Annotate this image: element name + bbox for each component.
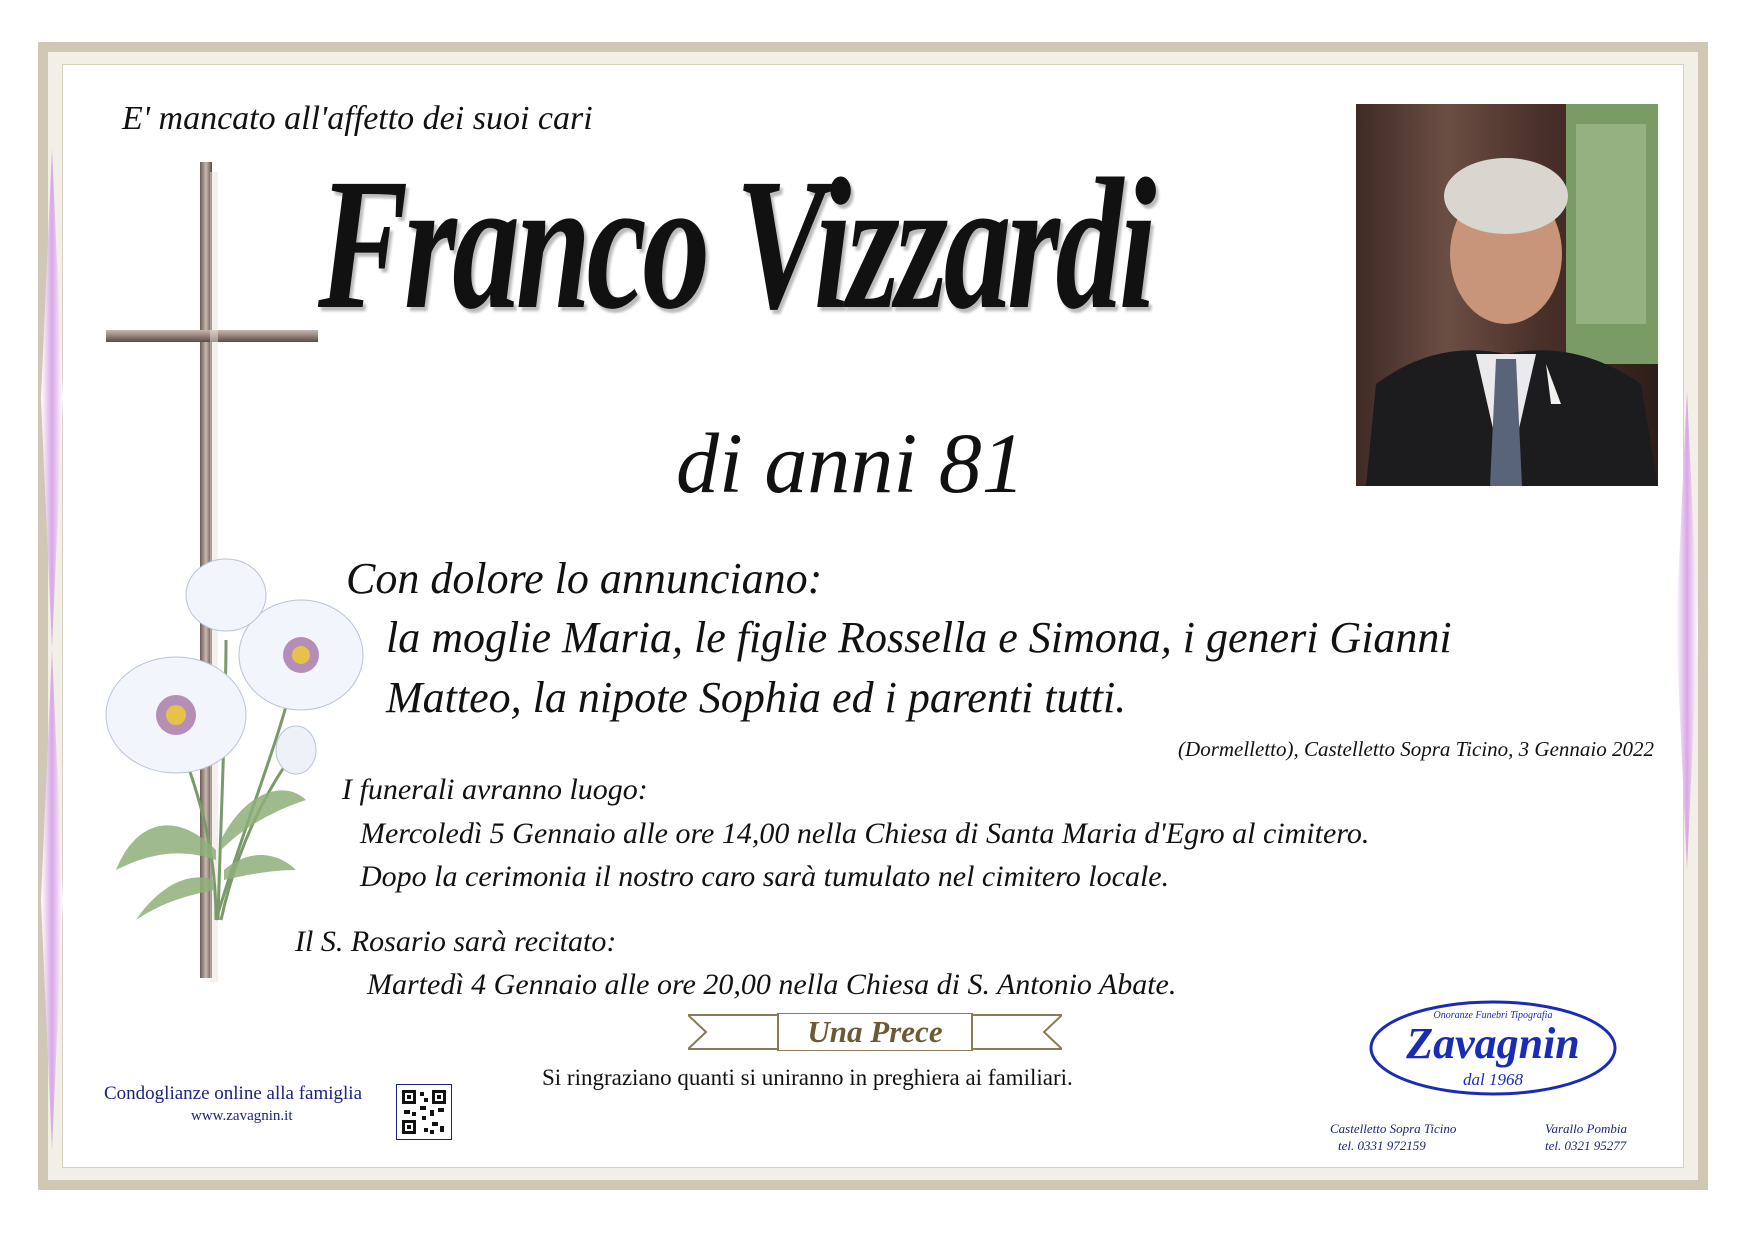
left-diamond-top <box>41 148 63 648</box>
prece-label: Una Prece <box>807 1014 943 1049</box>
left-diamond-bottom <box>41 650 63 1150</box>
right-diamond <box>1676 390 1698 870</box>
funeral-heading: I funerali avranno luogo: <box>342 773 648 806</box>
logo-tagline: Onoranze Funebri Tipografia <box>1433 1010 1553 1021</box>
thanks-line: Si ringraziano quanti si uniranno in preghiera ai familiari. <box>542 1065 1073 1090</box>
prece-ribbon <box>688 1013 1062 1051</box>
office-phone: tel. 0331 972159 <box>1338 1138 1426 1153</box>
funeral-line: Mercoledì 5 Gennaio alle ore 14,00 nella Chiesa di Santa Maria d'Egro al cimitero. <box>360 817 1370 850</box>
funeral-home-logo <box>1368 998 1618 1098</box>
rosary-heading: Il S. Rosario sarà recitato: <box>295 925 617 958</box>
qr-code[interactable] <box>396 1084 452 1140</box>
office-phone: tel. 0321 95277 <box>1545 1138 1627 1153</box>
intro-line: E' mancato all'affetto dei suoi cari <box>122 100 593 137</box>
condolences-label: Condoglianze online alla famiglia <box>104 1083 363 1104</box>
deceased-name: Franco Vizzardi <box>318 139 1153 348</box>
funeral-line: Dopo la cerimonia il nostro caro sarà tumulato nel cimitero locale. <box>360 860 1170 893</box>
office-city: Castelletto Sopra Ticino <box>1330 1121 1457 1136</box>
condolences-url[interactable]: www.zavagnin.it <box>191 1108 293 1124</box>
age-text: di anni 81 <box>676 415 1025 511</box>
announcement-line: Matteo, la nipote Sophia ed i parenti tutti. <box>386 673 1127 722</box>
rosary-line: Martedì 4 Gennaio alle ore 20,00 nella Chiesa di S. Antonio Abate. <box>367 968 1177 1001</box>
place-date: (Dormelletto), Castelletto Sopra Ticino, 3 Gennaio 2022 <box>1178 737 1654 761</box>
office-city: Varallo Pombia <box>1545 1121 1627 1136</box>
flowers-illustration <box>96 550 376 930</box>
logo-since: dal 1968 <box>1463 1070 1523 1089</box>
logo-name: Zavagnin <box>1406 1019 1580 1068</box>
deceased-photo <box>1356 104 1658 486</box>
announcement-line: la moglie Maria, le figlie Rossella e Simona, i generi Gianni <box>386 613 1452 662</box>
announcement-heading: Con dolore lo annunciano: <box>346 554 823 603</box>
